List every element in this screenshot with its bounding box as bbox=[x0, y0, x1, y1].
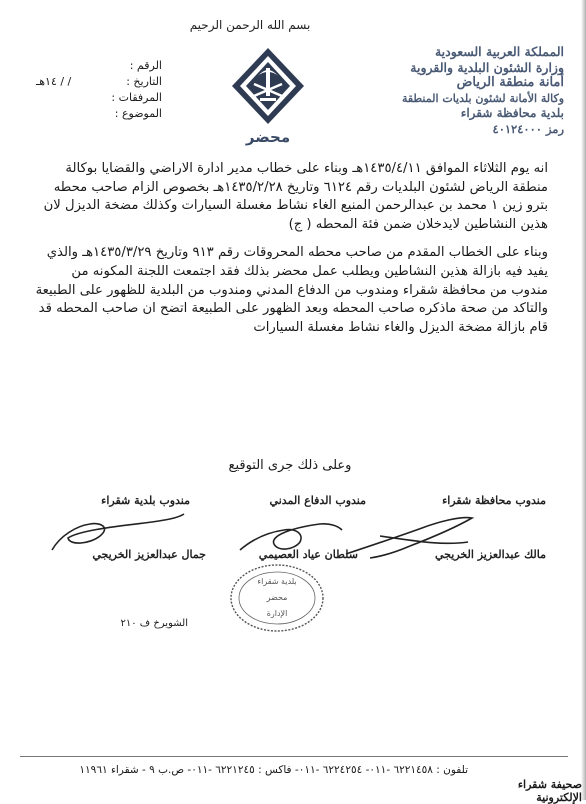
org-line-kingdom: المملكة العربية السعودية bbox=[434, 44, 564, 59]
signatory-title: مندوب محافظة شقراء bbox=[442, 494, 546, 507]
reference-fields bbox=[36, 58, 162, 122]
org-line-municipality: بلدية محافظة شقراء bbox=[460, 106, 564, 120]
page-edge bbox=[581, 0, 586, 800]
closing-line: وعلى ذلك جرى التوقيع bbox=[228, 458, 352, 473]
basmala: بسم الله الرحمن الرحيم bbox=[189, 18, 311, 32]
meta-value-date: / / ١٤هـ bbox=[36, 75, 72, 88]
ministry-logo-icon bbox=[230, 46, 306, 126]
logo-caption: محضر bbox=[245, 128, 291, 146]
footer-divider bbox=[20, 756, 568, 757]
org-line-amanah: أمانة منطقة الرياض bbox=[456, 75, 564, 90]
meta-label-date: التاريخ : bbox=[126, 75, 162, 88]
body-paragraph: انه يوم الثلاثاء الموافق ١٤٣٥/٤/١١هـ وبناء على خطاب مدير ادارة الاراضي والقضايا بوكالة منطقة الرياض لشئون البلديات رقم ٦١٢٤ وتاريخ ١٤٣٥/٢/٢٨هـ بخصوص الزام صاحب محطه بترو زين ١ محمد بن عبدالرحمن المنيع الغاء نشاط مغسلة السيارات وكذلك مضخة الديزل لان هذين النشاطين لايدخلان ضمن فئة المحطه ( ج) bbox=[43, 161, 548, 232]
minutes-body bbox=[34, 160, 548, 337]
org-line-ministry: وزارة الشئون البلدية والقروية bbox=[410, 59, 564, 75]
signatory-name: سلطان عياد العصيمي bbox=[258, 548, 358, 561]
stamp-note: الشويرخ ف ٢١٠ bbox=[120, 618, 188, 629]
footer-contact: تلفون : ٦٢٢١٤٥٨ -٠١١- ٦٢٢٤٢٥٤ -٠١١- فاكس : ٦٢٢١٢٤٥ -٠١١- ص.ب ٩ - شقراء ١١٩٦١ bbox=[79, 764, 468, 776]
body-paragraph: وبناء على الخطاب المقدم من صاحب محطه المحروقات رقم ٩١٣ وتاريخ ١٤٣٥/٣/٢٩هـ والذي يفيد فيه بازالة هذين النشاطين ويطلب عمل محضر بذلك فقد اجتمعت اللجنة المكونه من مندوب من محافظة شقراء ومندوب من الدفاع المدني ومندوب من البلدية للظهور على الطبيعة والتاكد من صحة ماذكره صاحب المحطه وبعد الظهور على الطبيعة اتضح ان صاحب المحطه قد قام بازالة مضخة الديزل والغاء نشاط مغسلة السيارات bbox=[35, 245, 548, 335]
meta-row-subject bbox=[36, 106, 162, 122]
meta-label-attachments: المرفقات : bbox=[111, 91, 162, 104]
footer-brand: صحيفة شقراء الإلكترونية bbox=[517, 778, 582, 804]
signatory-name: جمال عبدالعزيز الخريجي bbox=[92, 548, 206, 561]
org-line-code: رمز ٤٠١٢٤٠٠٠ bbox=[492, 121, 564, 136]
meta-row-date bbox=[36, 74, 162, 90]
signatory-title: مندوب بلدية شقراء bbox=[101, 494, 190, 507]
meta-label-number: الرقم : bbox=[129, 59, 162, 72]
stamp-line: الإدارة bbox=[266, 609, 288, 618]
municipality-stamp bbox=[228, 562, 326, 634]
meta-row-attachments bbox=[36, 90, 162, 106]
meta-label-subject: الموضوع : bbox=[114, 107, 162, 120]
signatory-name: مالك عبدالعزيز الخريجي bbox=[434, 548, 546, 561]
signatory-title: مندوب الدفاع المدني bbox=[269, 494, 366, 507]
stamp-line: بلدية شقراء bbox=[257, 577, 297, 586]
organization-block bbox=[344, 44, 564, 137]
stamp-line: محضر bbox=[266, 593, 288, 602]
meta-row-number bbox=[36, 58, 162, 74]
org-line-agency: وكالة الأمانة لشئون بلديات المنطقة bbox=[401, 91, 564, 105]
